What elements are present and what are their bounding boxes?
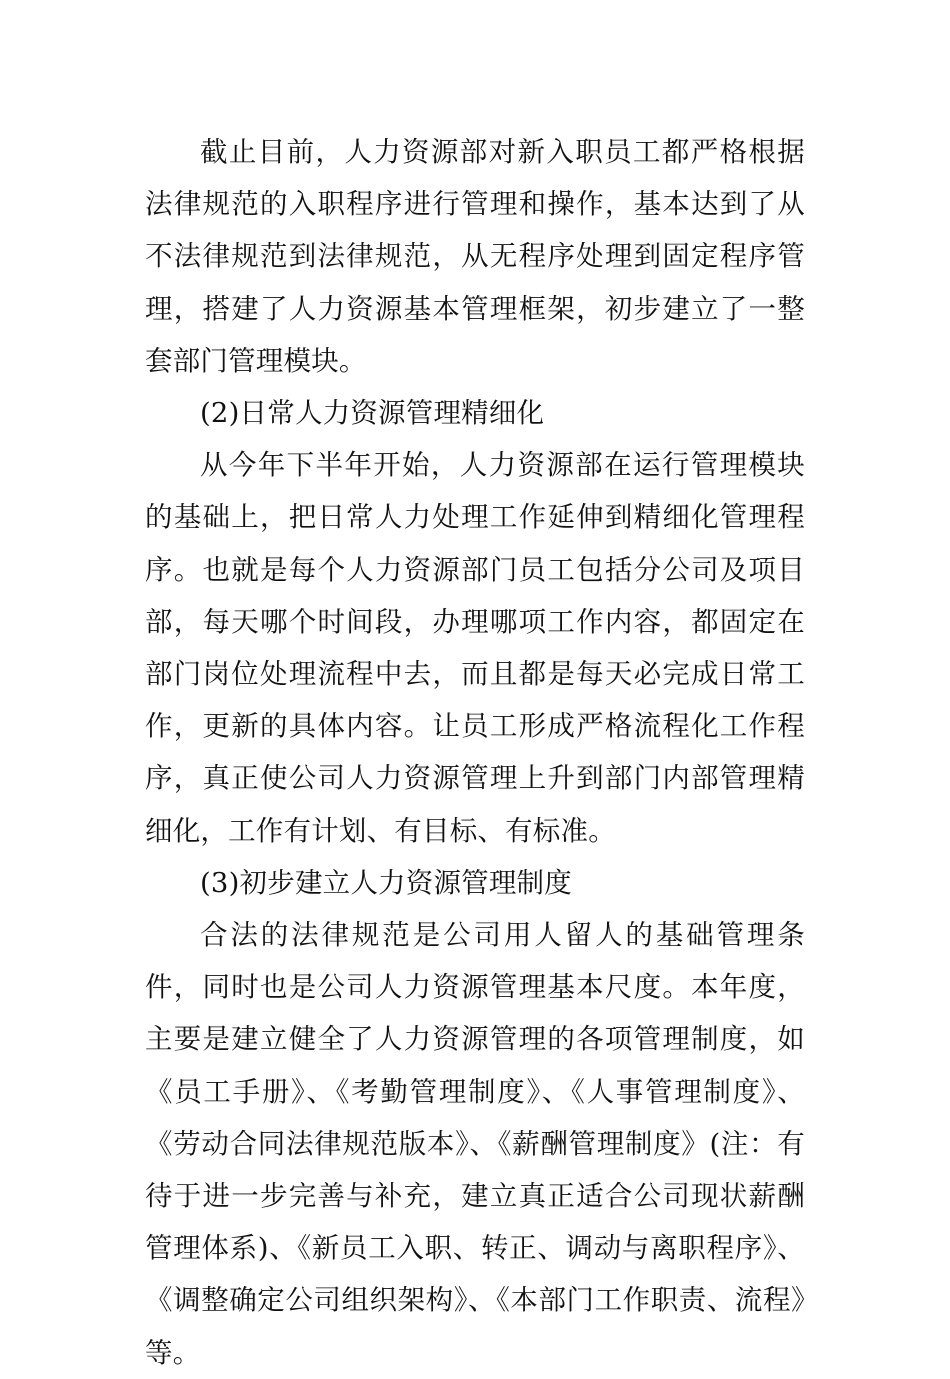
paragraph-onboarding-management: 截止目前，人力资源部对新入职员工都严格根据法律规范的入职程序进行管理和操作，基本达到了从不法律规范到法律规范，从无程序处理到固定程序管理，搭建了人力资源基本管理框架，初步建立了一整套部门管理模块。 (145, 136, 805, 377)
paragraph-daily-hr-refinement: 从今年下半年开始，人力资源部在运行管理模块的基础上，把日常人力处理工作延伸到精细化管理程序。也就是每个人力资源部门员工包括分公司及项目部，每天哪个时间段，办理哪项工作内容，都固定在部门岗位处理流程中去，而且都是每天必完成日常工作，更新的具体内容。让员工形成严格流程化工作程序，真正使公司人力资源管理上升到部门内部管理精细化，工作有计划、有目标、有标准。 (145, 449, 805, 847)
paragraph-hr-management-system: 合法的法律规范是公司用人留人的基础管理条件，同时也是公司人力资源管理基本尺度。本年度，主要是建立健全了人力资源管理的各项管理制度，如《员工手册》、《考勤管理制度》、《人事管理制度》、《劳动合同法律规范版本》、《薪酬管理制度》(注：有待于进一步完善与补充，建立真正适合公司现状薪酬管理体系)、《新员工入职、转正、调动与离职程序》、《调整确定公司组织架构》、《本部门工作职责、流程》等。 (145, 919, 805, 1369)
heading-daily-hr-refinement: (2)日常人力资源管理精细化 (200, 397, 545, 430)
document-body (145, 126, 805, 1379)
heading-hr-management-system: (3)初步建立人力资源管理制度 (200, 866, 572, 899)
